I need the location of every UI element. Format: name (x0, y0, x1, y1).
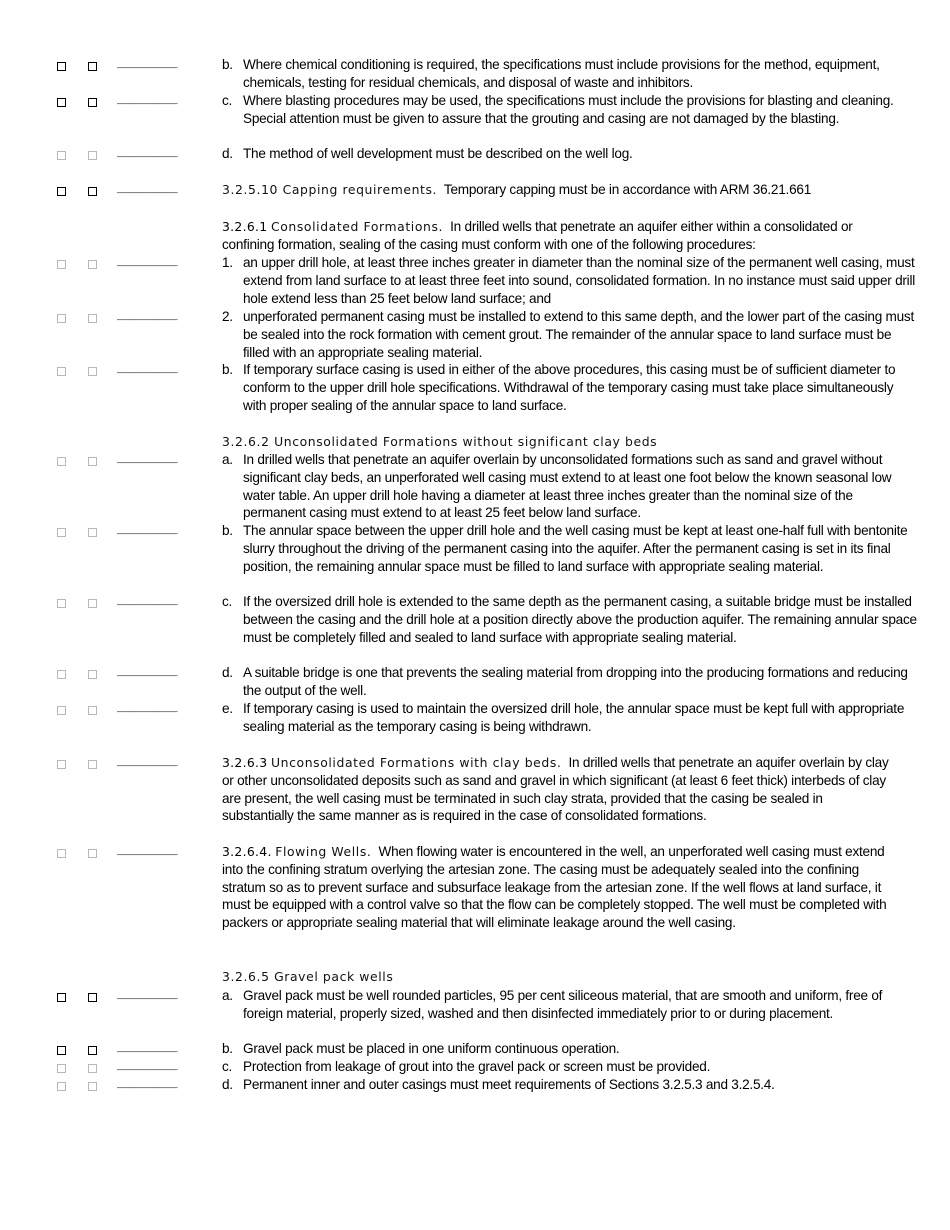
checkbox-no[interactable] (88, 849, 97, 858)
checkbox-yes[interactable] (57, 528, 66, 537)
checkbox-yes[interactable] (57, 760, 66, 769)
item-label: a. (222, 452, 233, 467)
comment-blank-line[interactable]: __________ (117, 364, 178, 376)
comment-blank-line[interactable]: __________ (117, 596, 178, 608)
checkbox-yes[interactable] (57, 260, 66, 269)
item-text: c. Where blasting procedures may be used, the specifications must include the provisions for blasting and cleaning. Special attention must be given to assure that the grouting and casing are not damaged by the blasting. (222, 93, 894, 126)
checkbox-no[interactable] (88, 151, 97, 160)
checkbox-no[interactable] (88, 599, 97, 608)
checkbox-yes[interactable] (57, 706, 66, 715)
section-number: 3.2.6.3 (222, 755, 268, 770)
comment-blank-line[interactable]: __________ (117, 311, 178, 323)
checkbox-no[interactable] (88, 98, 97, 107)
checkbox-no[interactable] (88, 1082, 97, 1091)
item-label: 1. (222, 255, 233, 270)
comment-blank-line[interactable]: __________ (117, 1079, 178, 1091)
checkbox-yes[interactable] (57, 993, 66, 1002)
checkbox-no[interactable] (88, 260, 97, 269)
checkbox-no[interactable] (88, 457, 97, 466)
checkbox-no[interactable] (88, 993, 97, 1002)
section-heading: 3.2.6.2 Unconsolidated Formations without significant clay beds (222, 434, 658, 449)
item-label: a. (222, 988, 233, 1003)
checkbox-yes[interactable] (57, 187, 66, 196)
checkbox-no[interactable] (88, 314, 97, 323)
section-text: 3.2.6.1 Consolidated Formations. In drilled wells that penetrate an aquifer either within a consolidated or confining formation, sealing of the casing must conform with one of the following procedures: (222, 219, 853, 252)
checkbox-no[interactable] (88, 528, 97, 537)
checkbox-yes[interactable] (57, 151, 66, 160)
section-heading: Consolidated Formations. (270, 219, 444, 234)
comment-blank-line[interactable]: __________ (117, 184, 178, 196)
section-heading: Unconsolidated Formations with clay beds. (270, 755, 562, 770)
checkbox-yes[interactable] (57, 849, 66, 858)
item-label: c. (222, 1059, 233, 1074)
checkbox-no[interactable] (88, 187, 97, 196)
checkbox-yes[interactable] (57, 98, 66, 107)
item-text: d. The method of well development must be described on the well log. (222, 146, 633, 161)
comment-blank-line[interactable]: __________ (117, 990, 178, 1002)
section-text: 3.2.6.3 Unconsolidated Formations with clay beds. In drilled wells that penetrate an aquifer overlain by clay or other unconsolidated deposits such as sand and gravel in which significant (at least 6 feet thick) interbeds of clay are present, the well casing must be terminated in such clay strata, provided that the casing be sealed in substantially the same manner as is required in the case of consolidated formations. (222, 755, 889, 824)
checkbox-yes[interactable] (57, 1046, 66, 1055)
checkbox-yes[interactable] (57, 1064, 66, 1073)
item-text: c. Protection from leakage of grout into the gravel pack or screen must be provided. (222, 1059, 711, 1074)
item-text: a. In drilled wells that penetrate an aquifer overlain by unconsolidated formations such as sand and gravel without significant clay beds, an unperforated well casing must extend to at least one foot below the known seasonal low water table. An upper drill hole having a diameter at least three inches greater than the nominal size of the permanent casing must extend to at least 25 feet below land surface. (222, 452, 892, 521)
item-label: b. (222, 1041, 233, 1056)
item-text: 2. unperforated permanent casing must be installed to extend to this same depth, and the lower part of the casing must be sealed into the rock formation with cement grout. The remainder of the annular space to land surface must be filled with an appropriate sealing material. (222, 309, 914, 360)
item-text: d. Permanent inner and outer casings must meet requirements of Sections 3.2.5.3 and 3.2.5.4. (222, 1077, 775, 1092)
item-label: d. (222, 1077, 233, 1092)
checkbox-no[interactable] (88, 1046, 97, 1055)
section-number: 3.2.6.1 (222, 219, 268, 234)
item-text: c. If the oversized drill hole is extended to the same depth as the permanent casing, a suitable bridge must be installed between the casing and the drill hole at a position directly above the production aquifer. The remaining annular space must be completely filled and sealed to land surface with appropriate sealing material. (222, 594, 917, 645)
checkbox-yes[interactable] (57, 670, 66, 679)
checkbox-no[interactable] (88, 1064, 97, 1073)
comment-blank-line[interactable]: __________ (117, 148, 178, 160)
comment-blank-line[interactable]: __________ (117, 667, 178, 679)
checkbox-no[interactable] (88, 706, 97, 715)
section-capping: 3.2.5.10 Capping requirements. Temporary capping must be in accordance with ARM 36.21.661 (222, 182, 812, 197)
section-heading: 3.2.5.10 Capping requirements. (222, 182, 438, 197)
comment-blank-line[interactable]: __________ (117, 846, 178, 858)
checkbox-yes[interactable] (57, 314, 66, 323)
section-text: 3.2.6.4. Flowing Wells. When flowing water is encountered in the well, an unperforated well casing must extend into the confining stratum overlying the artesian zone. The casing must be adequately sealed into the confining stratum so as to prevent surface and subsurface leakage from the artesian zone. If the well flows at land surface, it must be equipped with a control valve so that the flow can be completely stopped. The well must be completed with packers or appropriate sealing material that will eliminate leakage around the well casing. (222, 844, 887, 931)
checkbox-no[interactable] (88, 670, 97, 679)
item-text: a. Gravel pack must be well rounded particles, 95 per cent siliceous material, that are smooth and uniform, free of foreign material, properly sized, washed and then disinfected immediately prior to or during placement. (222, 988, 883, 1021)
comment-blank-line[interactable]: __________ (117, 1061, 178, 1073)
comment-blank-line[interactable]: __________ (117, 703, 178, 715)
checkbox-yes[interactable] (57, 62, 66, 71)
item-label: b. (222, 362, 233, 377)
item-label: b. (222, 523, 233, 538)
section-heading: 3.2.6.5 Gravel pack wells (222, 969, 394, 984)
item-label: e. (222, 701, 233, 716)
checkbox-yes[interactable] (57, 1082, 66, 1091)
checkbox-yes[interactable] (57, 367, 66, 376)
comment-blank-line[interactable]: __________ (117, 757, 178, 769)
comment-blank-line[interactable]: __________ (117, 257, 178, 269)
checkbox-no[interactable] (88, 367, 97, 376)
checkbox-yes[interactable] (57, 599, 66, 608)
comment-blank-line[interactable]: __________ (117, 95, 178, 107)
comment-blank-line[interactable]: __________ (117, 454, 178, 466)
item-label: 2. (222, 309, 233, 324)
item-text: b. The annular space between the upper drill hole and the well casing must be kept at least one-half full with bentonite slurry throughout the driving of the permanent casing into the aquifer. After the permanent casing is set in its final position, the remaining annular space must be filled to land surface with appropriate sealing material. (222, 523, 908, 574)
item-label: b. (222, 57, 233, 72)
comment-blank-line[interactable]: __________ (117, 1043, 178, 1055)
item-text: 1. an upper drill hole, at least three inches greater in diameter than the nominal size of the permanent well casing, must extend from land surface to at least three feet into sound, consolidated formation. In no instance must said upper drill hole extend less than 25 feet below land surface; and (222, 255, 915, 306)
item-text: e. If temporary casing is used to maintain the oversized drill hole, the annular space must be kept full with appropriate sealing material as the temporary casing is being withdrawn. (222, 701, 905, 734)
item-text: d. A suitable bridge is one that prevents the sealing material from dropping into the producing formations and reducing the output of the well. (222, 665, 908, 698)
comment-blank-line[interactable]: __________ (117, 59, 178, 71)
section-number: 3.2.6.4. (222, 844, 272, 859)
item-label: c. (222, 594, 233, 609)
item-label: d. (222, 146, 233, 161)
item-label: c. (222, 93, 233, 108)
checkbox-no[interactable] (88, 62, 97, 71)
item-label: d. (222, 665, 233, 680)
section-heading: Flowing Wells. (275, 844, 372, 859)
item-text: b. Gravel pack must be placed in one uniform continuous operation. (222, 1041, 620, 1056)
comment-blank-line[interactable]: __________ (117, 525, 178, 537)
item-text: b. Where chemical conditioning is required, the specifications must include provisions for the method, equipment, chemicals, testing for residual chemicals, and disposal of waste and inhibitors. (222, 57, 880, 90)
checkbox-yes[interactable] (57, 457, 66, 466)
item-text: b. If temporary surface casing is used in either of the above procedures, this casing must be of sufficient diameter to conform to the upper drill hole specifications. Withdrawal of the temporary casing must take place simultaneously with proper sealing of the annular space to land surface. (222, 362, 896, 413)
checkbox-no[interactable] (88, 760, 97, 769)
